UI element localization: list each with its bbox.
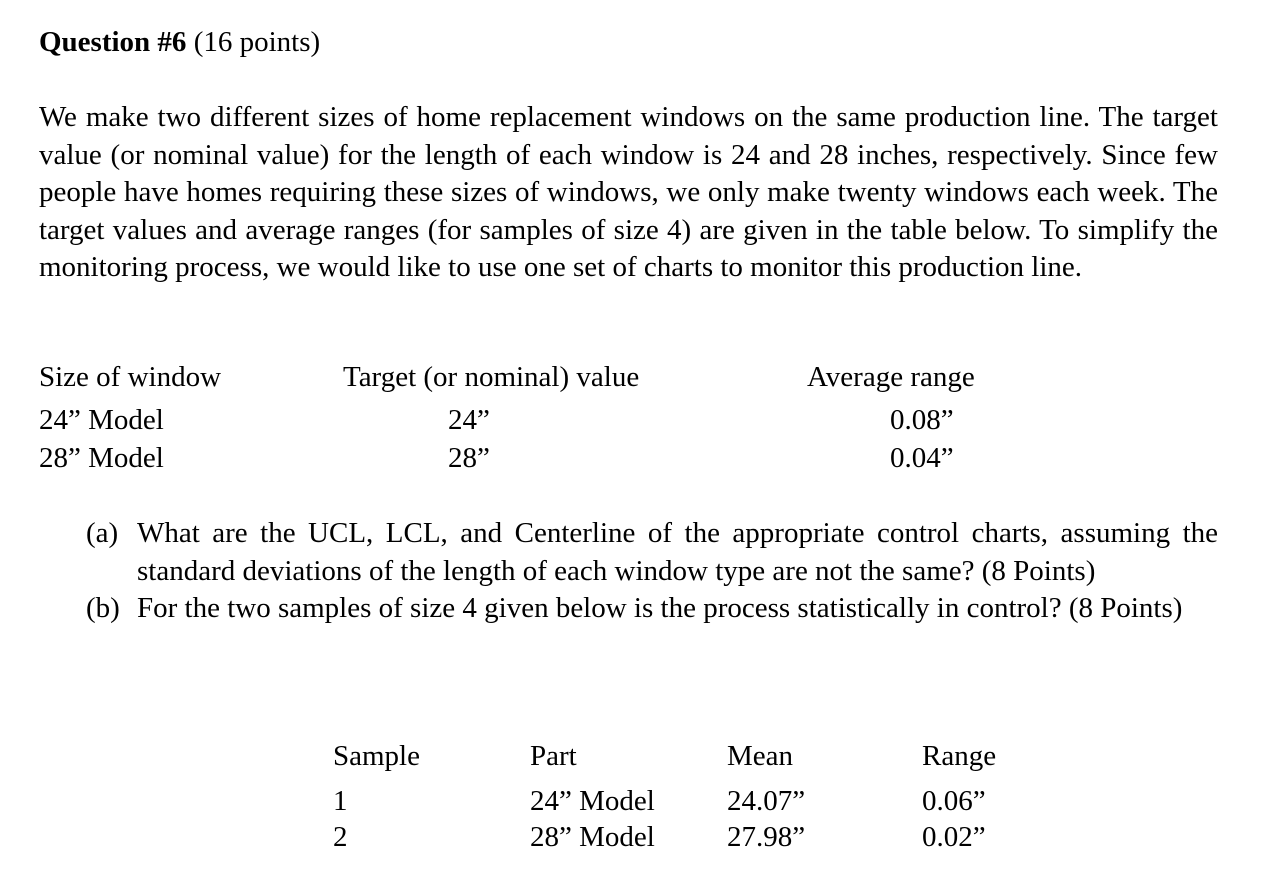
table1-header-size: Size of window bbox=[39, 361, 222, 393]
table2-row2-range: 0.02” bbox=[922, 821, 986, 853]
sub-question-b-text: For the two samples of size 4 given below is the process statistically in control? (8 Points) bbox=[137, 592, 1183, 624]
table2-header-range: Range bbox=[922, 740, 997, 772]
sub-question-b bbox=[86, 590, 1218, 628]
question-title: Question #6 bbox=[39, 26, 187, 58]
table2-row1-range: 0.06” bbox=[922, 785, 986, 817]
table2-row1-part: 24” Model bbox=[530, 785, 655, 817]
sub-question-list bbox=[86, 515, 1218, 628]
table2-row2-part: 28” Model bbox=[530, 821, 655, 853]
table1-header-range: Average range bbox=[807, 361, 975, 393]
table1-row2-size: 28” Model bbox=[39, 442, 164, 474]
question-points: (16 points) bbox=[193, 26, 321, 58]
table1-header-target: Target (or nominal) value bbox=[343, 361, 640, 393]
table1-row1-range: 0.08” bbox=[890, 404, 954, 436]
table2-header-sample: Sample bbox=[333, 740, 420, 772]
sub-question-a-text: What are the UCL, LCL, and Centerline of the appropriate control charts, assuming the standard deviations of the length of each window type are not the same? (8 Points) bbox=[137, 517, 1218, 587]
table2-header-mean: Mean bbox=[727, 740, 794, 772]
table2-row1-mean: 24.07” bbox=[727, 785, 806, 817]
sub-question-a bbox=[86, 515, 1218, 590]
table2-row2-mean: 27.98” bbox=[727, 821, 806, 853]
table1-row1-target: 24” bbox=[448, 404, 490, 436]
table1-row1-size: 24” Model bbox=[39, 404, 164, 436]
question-intro: We make two different sizes of home replacement windows on the same production line. The target value (or nominal value) for the length of each window is 24 and 28 inches, respectively. Since few people have homes requiring these sizes of windows, we only make twenty windows each week. The target values and average ranges (for samples of size 4) are given in the table below. To simplify the monitoring process, we would like to use one set of charts to monitor this production line. bbox=[39, 101, 1218, 283]
sub-question-b-label: (b) bbox=[86, 592, 120, 624]
table2-row1-sample: 1 bbox=[333, 785, 348, 817]
table2-row2-sample: 2 bbox=[333, 821, 348, 853]
table1-row2-target: 28” bbox=[448, 442, 490, 474]
table1-row2-range: 0.04” bbox=[890, 442, 954, 474]
table2-header-part: Part bbox=[530, 740, 577, 772]
sub-question-a-label: (a) bbox=[86, 517, 119, 549]
question-heading bbox=[39, 22, 320, 62]
